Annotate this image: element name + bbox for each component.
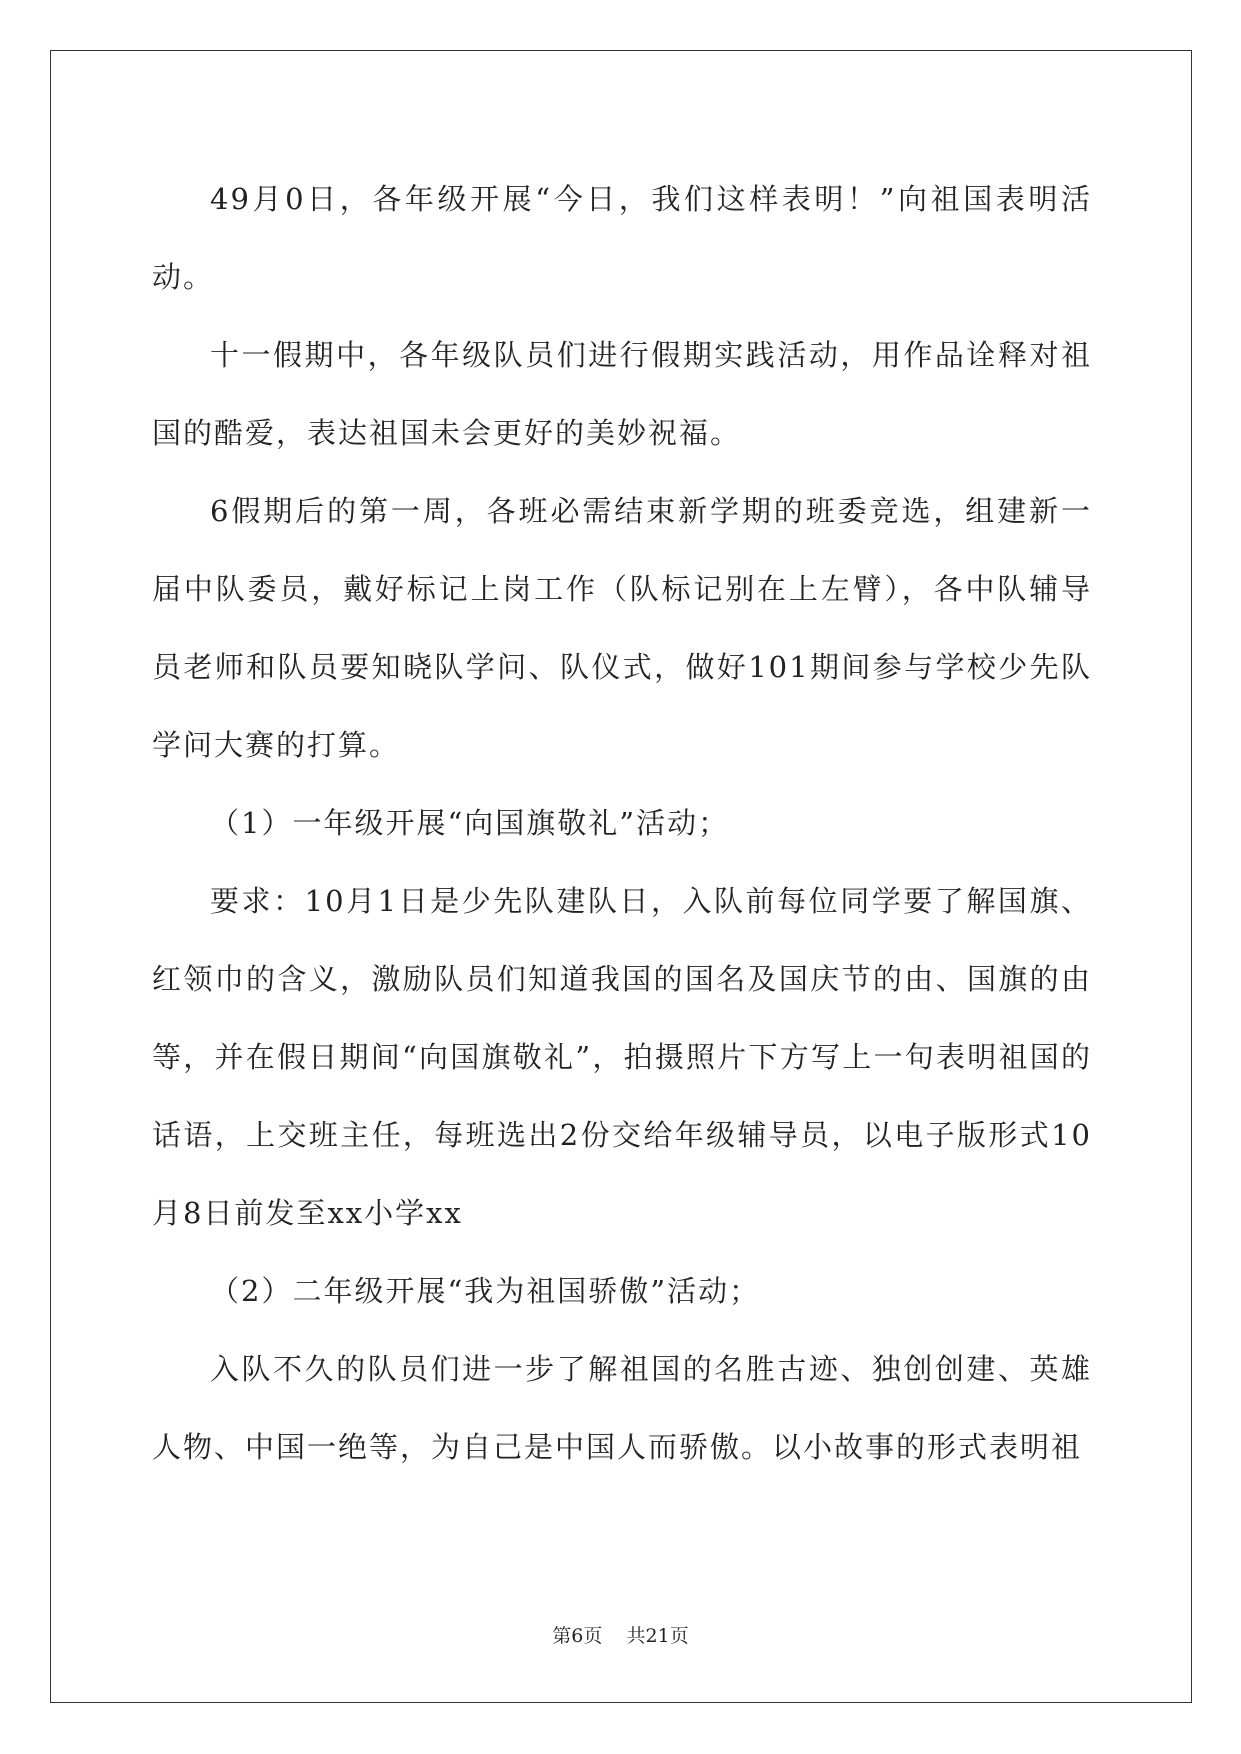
paragraph-3: 6假期后的第一周，各班必需结束新学期的班委竞选，组建新一届中队委员，戴好标记上岗工作（队标记别在上左臂），各中队辅导员老师和队员要知晓队学问、队仪式，做好101期间参与学校少先队学问大赛的打算。 — [152, 494, 1092, 762]
paragraph-5: 要求：10月1日是少先队建队日，入队前每位同学要了解国旗、红领巾的含义，激励队员们知道我国的国名及国庆节的由、国旗的由等，并在假日期间“向国旗敬礼”，拍摄照片下方写上一句表明祖国的话语，上交班主任，每班选出2份交给年级辅导员，以电子版形式10月8日前发至xx小学xx — [152, 884, 1092, 1230]
paragraph-1: 49月0日，各年级开展“今日，我们这样表明！”向祖国表明活动。 — [152, 182, 1092, 294]
page-footer — [0, 1621, 1241, 1648]
page-number: 第6页 — [552, 1625, 603, 1647]
paragraph-4: （1）一年级开展“向国旗敬礼”活动； — [210, 806, 730, 840]
paragraph-7: 入队不久的队员们进一步了解祖国的名胜古迹、独创创建、英雄人物、中国一绝等，为自己是中国人而骄傲。以小故事的形式表明祖 — [152, 1352, 1092, 1464]
total-pages: 共21页 — [626, 1625, 689, 1647]
document-body — [152, 160, 1092, 1486]
paragraph-6: （2）二年级开展“我为祖国骄傲”活动； — [210, 1274, 761, 1308]
paragraph-2: 十一假期中，各年级队员们进行假期实践活动，用作品诠释对祖国的酷爱，表达祖国未会更好的美妙祝福。 — [152, 338, 1092, 450]
